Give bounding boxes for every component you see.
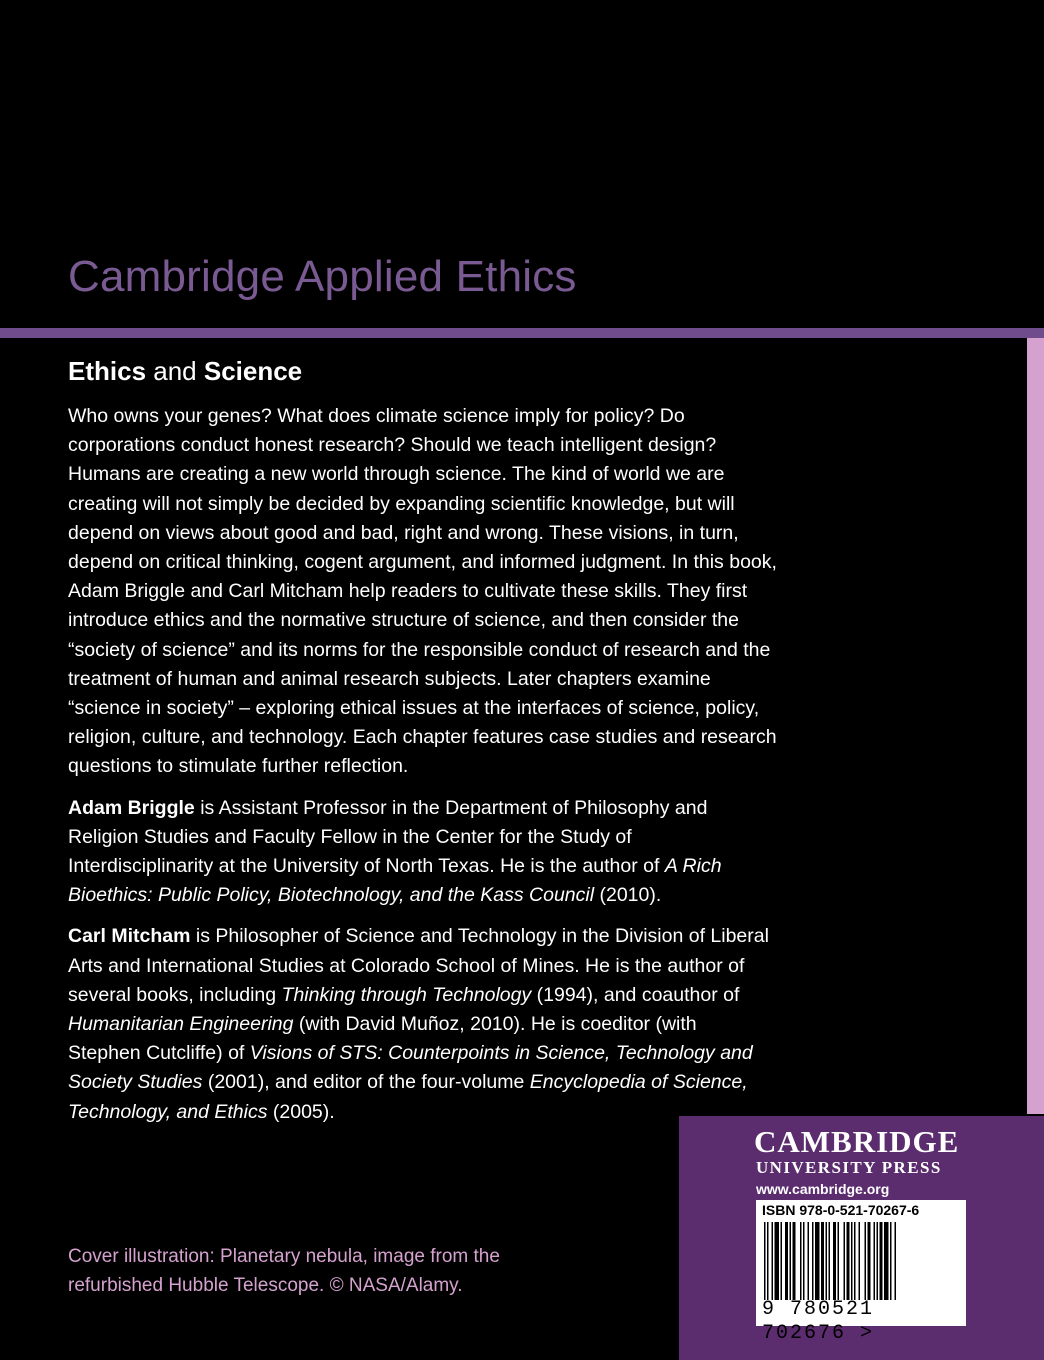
bio-text: (with David Muñoz, 2010). He is coeditor (with Stephen Cutcliffe) of [68, 1013, 697, 1065]
author-bio-mitcham [68, 922, 773, 1126]
cover-credit: Cover illustration: Planetary nebula, image from the refurbished Hubble Telescope. © NASA/Alamy. [68, 1246, 500, 1296]
isbn-label: ISBN 978-0-521-70267-6 [762, 1202, 920, 1218]
publisher-url: www.cambridge.org [756, 1181, 890, 1197]
side-accent-strip [1027, 338, 1044, 1114]
barcode-digits: 9 780521 702676 > [762, 1298, 875, 1345]
back-cover-text [68, 352, 788, 1139]
book-reference: Thinking through Technology [281, 983, 532, 1006]
publisher-subtitle: UNIVERSITY PRESS [756, 1158, 942, 1177]
bio-text: is Assistant Professor in the Department of Philosophy and Religion Studies and Faculty Fellow in the Center for the Study of Interdisciplinarity at the University of North Texas. He is the author of [68, 796, 708, 878]
series-title: Cambridge Applied Ethics [68, 252, 577, 301]
header-rule [0, 328, 1044, 338]
barcode-panel [756, 1200, 966, 1345]
publisher-name: CAMBRIDGE [754, 1124, 960, 1159]
book-reference: Visions of STS: Counterpoints in Science, Technology and Society Studies [68, 1042, 753, 1094]
barcode-icon [762, 1222, 960, 1300]
book-title-part2: Science [203, 356, 303, 386]
bio-text: (2001), and editor of the four-volume [202, 1071, 530, 1094]
book-description: Who owns your genes? What does climate science imply for policy? Do corporations conduct honest research? Should we teach intelligent design? Humans are creating a new world through science. The kind of world we are creating will not simply be decided by expanding scientific knowledge, but will depend on views about good and bad, right and wrong. These visions, in turn, depend on critical thinking, cogent argument, and informed judgment. In this book, Adam Briggle and Carl Mitcham help readers to cultivate these skills. They first introduce ethics and the normative structure of science, and then consider the “society of science” and its norms for the responsible conduct of research and the treatment of human and animal research subjects. Later chapters examine “science in society” – exploring ethical issues at the interfaces of science, policy, religion, culture, and technology. Each chapter features case studies and research questions to stimulate further reflection. [68, 405, 777, 778]
book-reference: Encyclopedia of Science, Technology, and Ethics [68, 1071, 748, 1123]
book-title-connector: and [146, 356, 204, 386]
bio-text: (1994), and coauthor of [531, 983, 740, 1006]
book-title [68, 352, 788, 390]
bio-text: (2005). [267, 1100, 335, 1123]
author-name-briggle: Adam Briggle [68, 796, 195, 819]
author-bio-briggle [68, 794, 728, 911]
bio-text: is Philosopher of Science and Technology in the Division of Liberal Arts and International Studies at Colorado School of Mines. He is the author of several books, including [68, 925, 769, 1006]
book-title-part1: Ethics [68, 356, 147, 386]
book-reference: A Rich Bioethics: Public Policy, Biotechnology, and the Kass Council [68, 855, 722, 907]
author-name-mitcham: Carl Mitcham [68, 925, 191, 948]
book-reference: Humanitarian Engineering [68, 1013, 294, 1036]
bio-text: (2010). [594, 884, 662, 907]
